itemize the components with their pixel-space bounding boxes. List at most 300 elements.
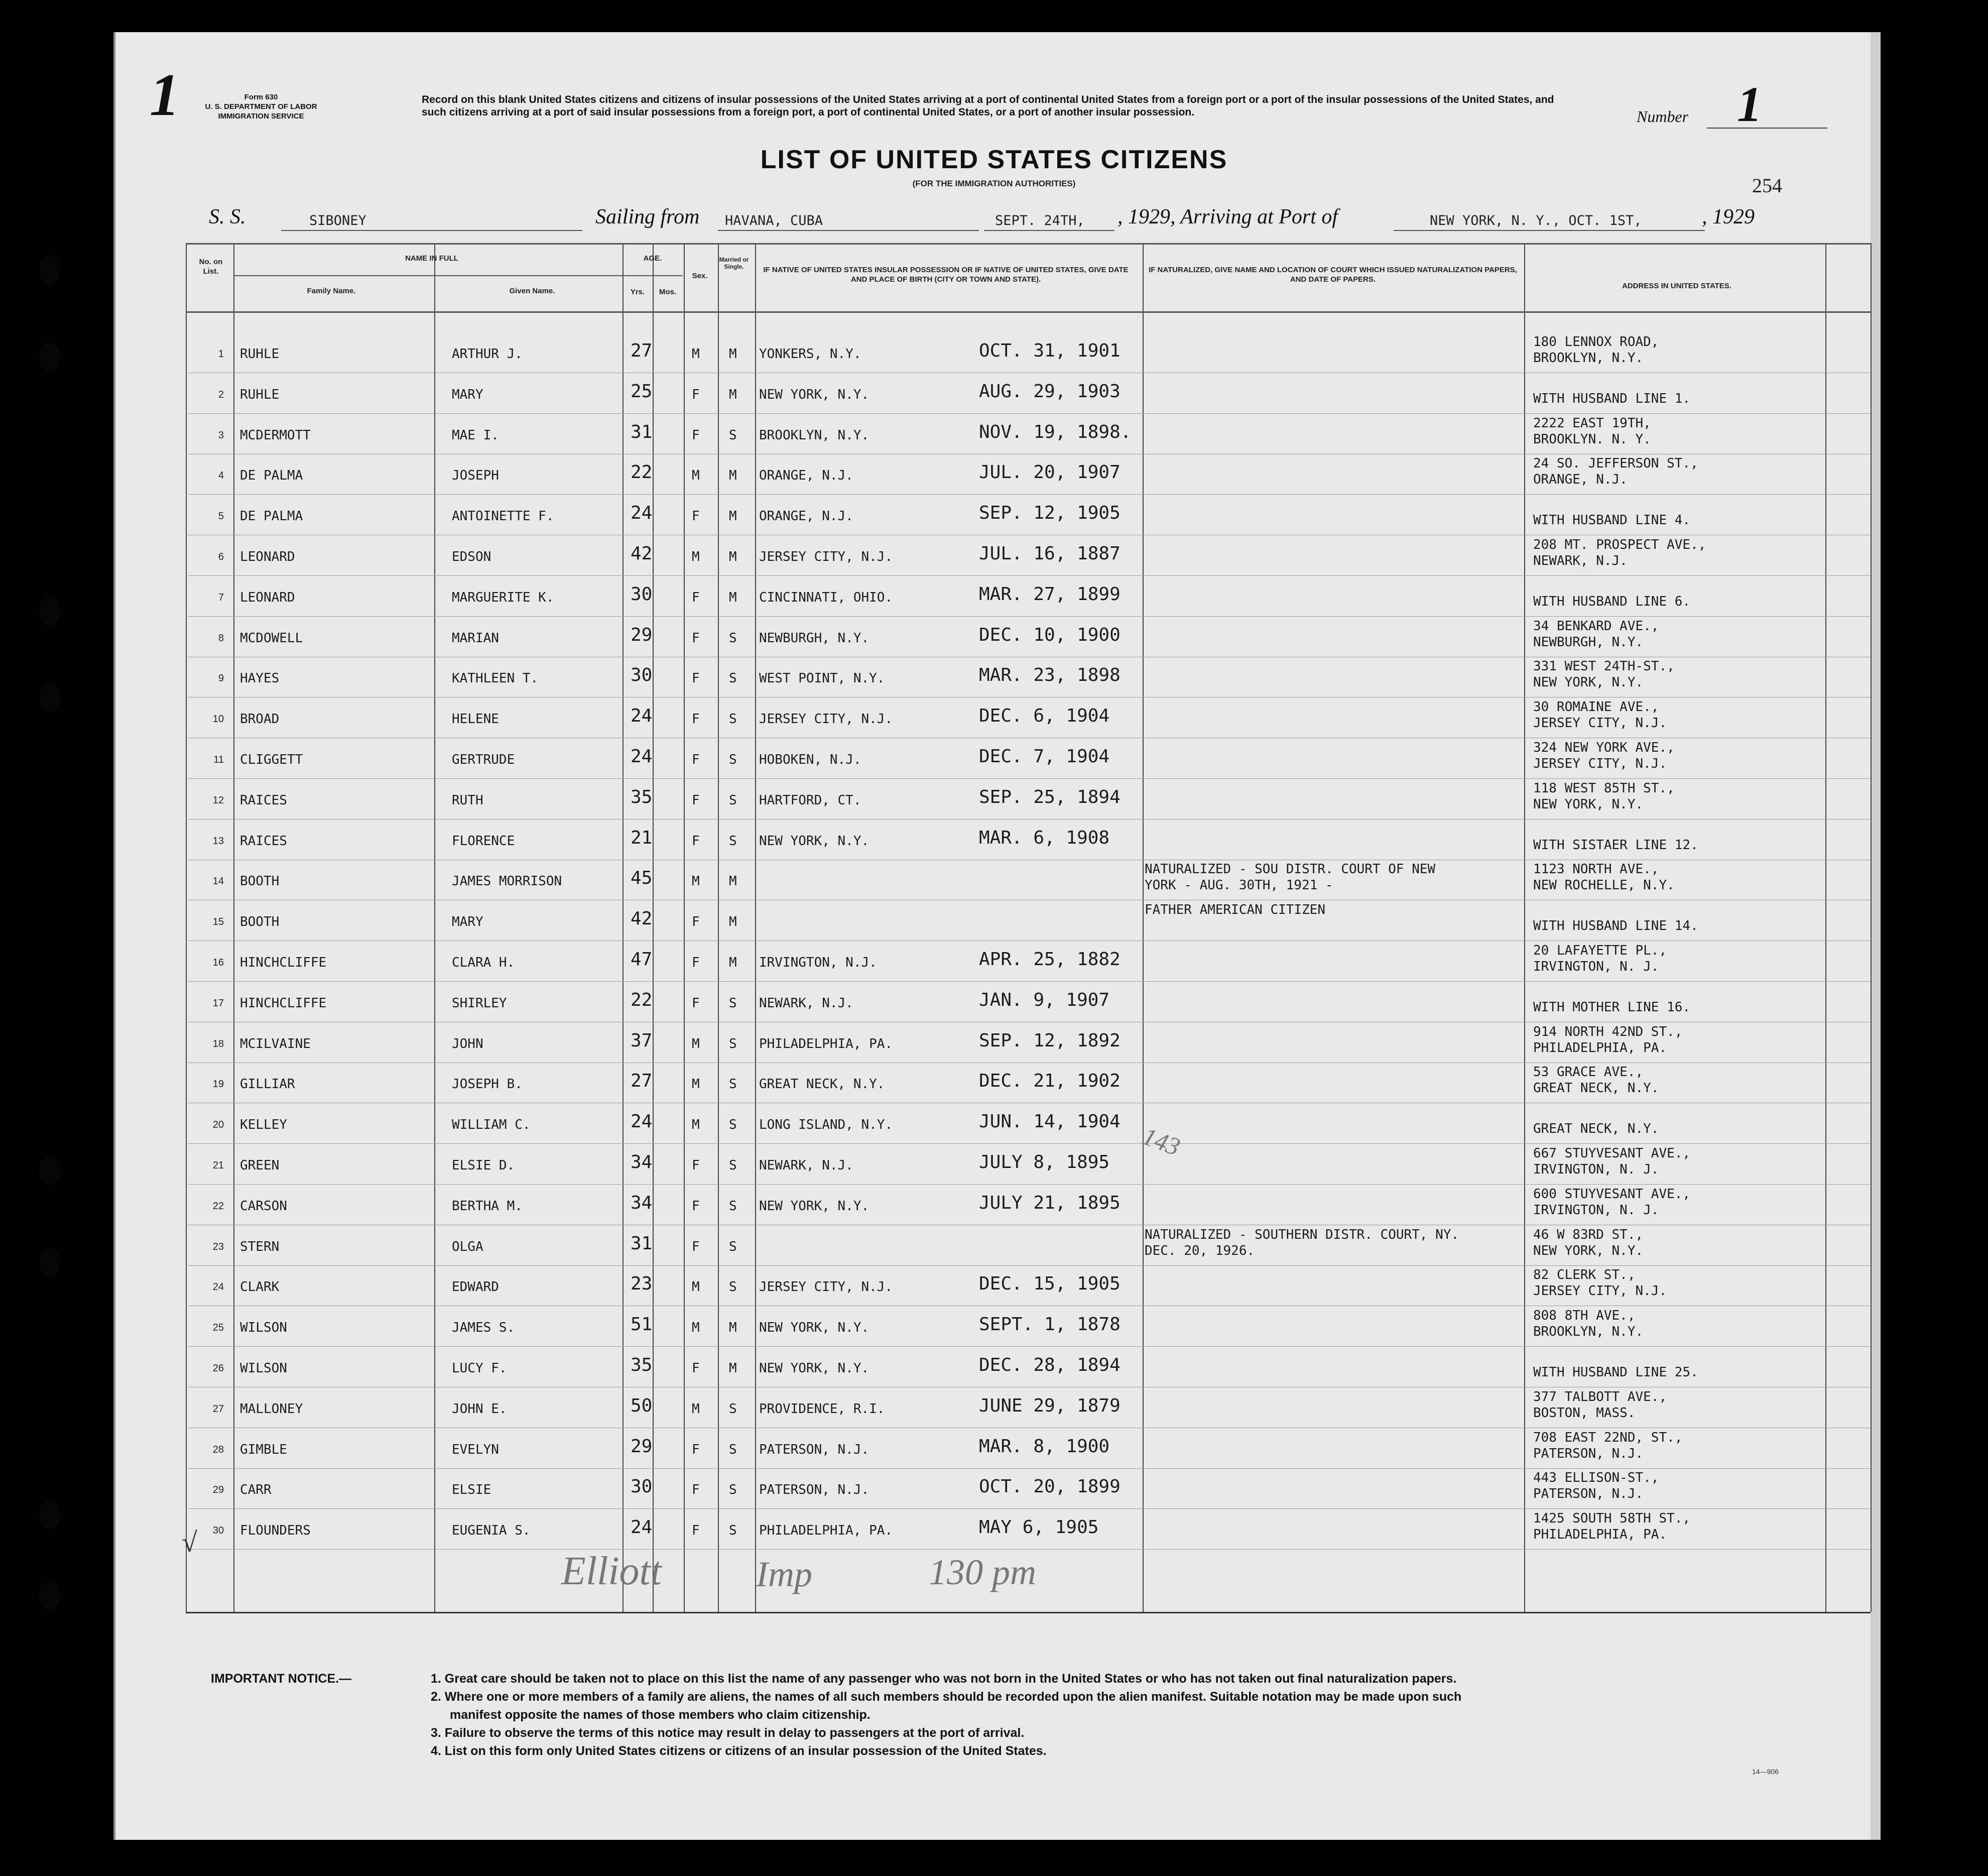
marital-status: S [729,1199,737,1214]
notice-item: 3. Failure to observe the terms of this notice may result in delay to passengers at the port of arrival. [431,1726,1025,1740]
col-header-age: AGE. [643,254,662,263]
family-name: BOOTH [240,914,280,929]
row-number: 5 [218,511,224,522]
address-line-1: 1123 NORTH AVE., [1533,862,1659,877]
given-name: JAMES S. [452,1320,515,1335]
given-name: JAMES MORRISON [452,874,562,889]
col-header-given: Given Name. [509,287,555,295]
marital-status: S [729,752,737,767]
address-line-1: 20 LAFAYETTE PL., [1533,943,1667,958]
age-years: 50 [631,1395,653,1416]
sex: F [692,509,700,524]
age-years: 31 [631,1233,653,1254]
column-rule [718,243,719,1612]
age-years: 35 [631,1355,653,1375]
sex: F [692,914,700,929]
marital-status: S [729,1482,737,1497]
given-name: JOHN E. [452,1401,507,1417]
age-years: 51 [631,1314,653,1335]
given-name: MAE I. [452,428,499,443]
column-rule [1524,243,1525,1612]
address-line-1: 34 BENKARD AVE., [1533,619,1659,634]
birth-date: DEC. 6, 1904 [979,706,1110,726]
column-rule [186,243,187,1612]
birth-date: DEC. 21, 1902 [979,1071,1121,1091]
row-rule [186,981,1871,982]
family-name: GIMBLE [240,1442,287,1457]
age-years: 42 [631,543,653,564]
row-number: 26 [212,1363,224,1374]
row-rule [186,1549,1871,1550]
address-line-1: 324 NEW YORK AVE., [1533,740,1675,755]
sex: F [692,996,700,1011]
col-header-address: ADDRESS IN UNITED STATES. [1622,282,1731,290]
row-rule [186,616,1871,617]
age-years: 24 [631,1111,653,1132]
address-line-2: PATERSON, N.J. [1533,1486,1644,1501]
birth-place: NEWARK, N.J. [759,1158,853,1173]
corner-mark: 1 [150,61,180,128]
row-rule [186,575,1871,576]
marital-status: S [729,1523,737,1538]
form-number: Form 630 [244,93,278,101]
address-line-1: 118 WEST 85TH ST., [1533,781,1675,796]
naturalization-line-2: DEC. 20, 1926. [1145,1243,1255,1258]
age-years: 34 [631,1193,653,1213]
column-rule [1825,243,1826,1612]
row-number: 28 [212,1444,224,1455]
row-number: 6 [218,551,224,562]
row-rule [186,1265,1871,1266]
marital-status: S [729,834,737,849]
year-prefix: , 192 [1117,205,1160,228]
address-line-2: BROOKLYN, N.Y. [1533,1324,1644,1339]
sex: F [692,1482,700,1497]
age-years: 30 [631,1476,653,1497]
birth-place: HARTFORD, CT. [759,793,861,808]
given-name: GERTRUDE [452,752,515,767]
row-rule [186,494,1871,495]
address-line-1: 1425 SOUTH 58TH ST., [1533,1511,1691,1526]
form-department: U. S. DEPARTMENT OF LABOR [205,102,317,111]
birth-place: YONKERS, N.Y. [759,346,861,362]
family-name: MALLONEY [240,1401,303,1417]
field-underline [984,230,1114,231]
birth-date: MAY 6, 1905 [979,1517,1099,1538]
sex: M [692,1279,700,1295]
address-line-2: WITH HUSBAND LINE 6. [1533,594,1691,609]
row-number: 20 [212,1119,224,1130]
birth-place: JERSEY CITY, N.J. [759,549,893,564]
birth-date: MAR. 8, 1900 [979,1436,1110,1457]
address-line-2: JERSEY CITY, N.J. [1533,756,1667,771]
arrival-year [1702,205,1755,229]
birth-date: OCT. 31, 1901 [979,340,1121,361]
header-bottom-rule [186,311,1871,313]
inspection-time: 130 pm [929,1552,1036,1592]
birth-place: CINCINNATI, OHIO. [759,590,893,605]
given-name: HELENE [452,712,499,727]
marital-status: M [729,590,737,605]
age-years: 29 [631,625,653,645]
row-number: 16 [212,957,224,968]
address-line-2: IRVINGTON, N. J. [1533,1162,1659,1177]
row-number: 10 [212,714,224,725]
notice-item: 4. List on this form only United States citizens or citizens of an insular possession of the United States. [431,1744,1047,1758]
birth-date: JUL. 20, 1907 [979,462,1121,483]
birth-date: JULY 21, 1895 [979,1193,1121,1213]
age-years: 30 [631,584,653,605]
given-name: EVELYN [452,1442,499,1457]
age-years: 35 [631,787,653,807]
col-header-birth: IF NATIVE OF UNITED STATES INSULAR POSSESSION OR IF NATIVE OF UNITED STATES, GIVE DATE AND PLACE OF BIRTH (CITY OR TOWN AND STATE). [763,266,1129,284]
marital-status: S [729,671,737,686]
family-name: BROAD [240,712,280,727]
pencil-number: 143 [1139,1121,1184,1161]
sex: F [692,955,700,970]
family-name: MCDERMOTT [240,428,311,443]
family-name: WILSON [240,1320,287,1335]
punch-hole [39,342,60,372]
age-years: 37 [631,1030,653,1051]
col-header-name-in-full: NAME IN FULL [405,254,458,263]
address-line-1: 82 CLERK ST., [1533,1267,1636,1282]
address-line-2: NEW YORK, N.Y. [1533,1243,1644,1258]
row-number: 2 [218,389,224,400]
row-number: 11 [213,754,224,765]
marital-status: M [729,346,737,362]
given-name: ELSIE D. [452,1158,515,1173]
row-number: 24 [212,1281,224,1293]
marital-status: M [729,468,737,483]
marital-status: S [729,1036,737,1051]
family-name: CLARK [240,1279,280,1295]
sex: F [692,1239,700,1254]
form-identifier [151,92,371,121]
age-years: 27 [631,1071,653,1091]
birth-date: MAR. 27, 1899 [979,584,1121,605]
address-line-2: WITH MOTHER LINE 16. [1533,1000,1691,1015]
birth-date: JUNE 29, 1879 [979,1395,1121,1416]
birth-date: JULY 8, 1895 [979,1152,1110,1172]
col-header-no: No. on List. [199,258,223,276]
birth-place: PATERSON, N.J. [759,1482,869,1497]
given-name: ELSIE [452,1482,491,1497]
age-years: 22 [631,462,653,483]
page-subtitle: (FOR THE IMMIGRATION AUTHORITIES) [912,179,1076,188]
row-number: 23 [212,1241,224,1252]
family-name: HINCHCLIFFE [240,996,327,1011]
marital-status: M [729,955,737,970]
marital-status: S [729,631,737,646]
punch-hole [39,597,60,626]
row-number: 7 [218,592,224,603]
sex: F [692,1523,700,1538]
page-edge [1871,32,1881,1840]
age-years: 27 [631,340,653,361]
row-number: 14 [212,876,224,887]
page-stamp: 254 [1752,174,1782,197]
arriving-label: , Arriving at Port of [1170,205,1338,228]
punch-hole [39,1247,60,1276]
age-years: 22 [631,990,653,1010]
address-line-2: GREAT NECK, N.Y. [1533,1081,1659,1096]
family-name: DE PALMA [240,509,303,524]
sailing-label: Sailing from [595,205,700,228]
column-rule [233,243,234,1612]
address-line-1: 600 STUYVESANT AVE., [1533,1187,1691,1202]
departure-port: HAVANA, CUBA [725,213,823,228]
year-prefix: , 192 [1702,205,1744,228]
given-name: RUTH [452,793,483,808]
notice-item: 2. Where one or more members of a family are aliens, the names of all such members should be recorded upon the alien manifest. Suitable notation may be made upon such [431,1690,1462,1704]
column-rule [755,243,756,1612]
given-name: MARIAN [452,631,499,646]
birth-date: SEP. 12, 1905 [979,503,1121,523]
given-name: JOSEPH [452,468,499,483]
birth-place: ORANGE, N.J. [759,468,853,483]
birth-date: JUL. 16, 1887 [979,543,1121,564]
column-rule [684,243,685,1612]
marital-status: S [729,428,737,443]
age-years: 25 [631,381,653,402]
row-number: 15 [212,916,224,927]
sex: F [692,671,700,686]
row-number: 1 [218,348,224,360]
naturalization-line-2: YORK - AUG. 30TH, 1921 - [1145,878,1333,893]
header-top-rule [186,243,1871,245]
sex: M [692,1036,700,1051]
row-rule [186,1508,1871,1509]
sex: F [692,1158,700,1173]
address-line-1: 708 EAST 22ND, ST., [1533,1430,1683,1445]
address-line-2: WITH SISTAER LINE 12. [1533,838,1698,853]
column-rule [434,243,435,1612]
notice-item: 1. Great care should be taken not to place on this list the name of any passenger who was not born in the United States or who has not taken out final naturalization papers. [431,1672,1457,1686]
row-number: 25 [212,1322,224,1333]
age-years: 23 [631,1273,653,1294]
marital-status: M [729,387,737,402]
address-line-1: 46 W 83RD ST., [1533,1227,1644,1242]
age-years: 24 [631,1517,653,1538]
sex: F [692,428,700,443]
punch-hole [39,683,60,712]
family-name: STERN [240,1239,280,1254]
birth-date: SEPT. 1, 1878 [979,1314,1121,1335]
inspector-signature: Elliott [561,1549,662,1593]
birth-date: MAR. 6, 1908 [979,828,1110,848]
address-line-1: 808 8TH AVE., [1533,1308,1636,1323]
row-number: 21 [212,1160,224,1171]
family-name: GREEN [240,1158,280,1173]
marital-status: S [729,1401,737,1417]
address-line-1: 667 STUYVESANT AVE., [1533,1146,1691,1161]
address-line-1: 53 GRACE AVE., [1533,1065,1644,1080]
address-line-2: WITH HUSBAND LINE 14. [1533,918,1698,933]
departure-year [1117,205,1338,229]
birth-date: NOV. 19, 1898. [979,422,1132,442]
address-line-1: 914 NORTH 42ND ST., [1533,1024,1683,1039]
birth-date: OCT. 20, 1899 [979,1476,1121,1497]
birth-place: NEWARK, N.J. [759,996,853,1011]
address-line-2: NEW YORK, N.Y. [1533,675,1644,690]
age-years: 34 [631,1152,653,1172]
marital-status: M [729,1361,737,1376]
birth-date: DEC. 28, 1894 [979,1355,1121,1375]
departure-date: SEPT. 24TH, [995,213,1085,228]
given-name: CLARA H. [452,955,515,970]
address-line-2: PATERSON, N.J. [1533,1446,1644,1461]
row-rule [186,1468,1871,1469]
given-name: ANTOINETTE F. [452,509,554,524]
family-name: KELLEY [240,1117,287,1132]
birth-place: PHILADELPHIA, PA. [759,1523,893,1538]
birth-place: HOBOKEN, N.J. [759,752,861,767]
row-number: 4 [218,470,224,481]
age-years: 24 [631,503,653,523]
sex: M [692,1117,700,1132]
birth-place: NEW YORK, N.Y. [759,1361,869,1376]
birth-date: JUN. 14, 1904 [979,1111,1121,1132]
address-line-2: BROOKLYN, N.Y. [1533,350,1644,366]
sex: F [692,752,700,767]
notice-item: manifest opposite the names of those members who claim citizenship. [450,1708,871,1722]
marital-status: M [729,914,737,929]
address-line-1: 331 WEST 24TH-ST., [1533,659,1675,674]
margin-check-mark: √ [182,1527,197,1558]
marital-status: M [729,874,737,889]
birth-place: NEW YORK, N.Y. [759,1320,869,1335]
sex: M [692,346,700,362]
marital-status: S [729,1117,737,1132]
birth-place: ORANGE, N.J. [759,509,853,524]
address-line-1: 2222 EAST 19TH, [1533,416,1651,431]
birth-place: NEW YORK, N.Y. [759,1199,869,1214]
birth-place: NEW YORK, N.Y. [759,387,869,402]
sex: F [692,793,700,808]
given-name: LUCY F. [452,1361,507,1376]
family-name: MCILVAINE [240,1036,311,1051]
birth-date: SEP. 12, 1892 [979,1030,1121,1051]
marital-status: S [729,793,737,808]
row-number: 29 [212,1484,224,1495]
birth-place: LONG ISLAND, N.Y. [759,1117,893,1132]
birth-place: JERSEY CITY, N.J. [759,1279,893,1295]
marital-status: S [729,1239,737,1254]
birth-date: SEP. 25, 1894 [979,787,1121,807]
number-underline [1707,128,1827,129]
family-name: CLIGGETT [240,752,303,767]
given-name: EDSON [452,549,491,564]
address-line-2: WITH HUSBAND LINE 25. [1533,1365,1698,1380]
given-name: WILLIAM C. [452,1117,531,1132]
family-name: LEONARD [240,590,295,605]
marital-status: M [729,549,737,564]
marital-status: S [729,1442,737,1457]
address-line-2: PHILADELPHIA, PA. [1533,1527,1667,1542]
row-number: 27 [212,1403,224,1415]
birth-place: JERSEY CITY, N.J. [759,712,893,727]
punch-hole [39,255,60,284]
row-number: 13 [212,836,224,847]
given-name: MARY [452,914,483,929]
age-years: 42 [631,908,653,929]
address-line-2: NEWBURGH, N.Y. [1533,635,1644,650]
naturalization-line-1: NATURALIZED - SOUTHERN DISTR. COURT, NY. [1145,1227,1459,1242]
sex: M [692,1401,700,1417]
marital-status: S [729,712,737,727]
inspector-initials: Imp [756,1554,812,1594]
punch-hole [39,1500,60,1530]
sex: F [692,1199,700,1214]
age-years: 24 [631,706,653,726]
given-name: KATHLEEN T. [452,671,539,686]
row-number: 17 [212,998,224,1009]
birth-date: MAR. 23, 1898 [979,665,1121,685]
address-line-1: 377 TALBOTT AVE., [1533,1389,1667,1404]
form-service: IMMIGRATION SERVICE [218,112,304,121]
address-line-1: 443 ELLISON-ST., [1533,1470,1659,1485]
row-rule [186,778,1871,779]
given-name: MARY [452,387,483,402]
table-bottom-rule [186,1612,1871,1613]
given-name: FLORENCE [452,834,515,849]
col-header-mos: Mos. [659,288,677,296]
notice-items [431,1670,1856,1760]
birth-date: AUG. 29, 1903 [979,381,1121,402]
address-line-2: BROOKLYN. N. Y. [1533,432,1651,447]
given-name: JOHN [452,1036,483,1051]
address-line-2: WITH HUSBAND LINE 1. [1533,391,1691,406]
ship-name: SIBONEY [309,213,366,228]
given-name: EDWARD [452,1279,499,1295]
given-name: BERTHA M. [452,1199,523,1214]
sex: F [692,834,700,849]
address-line-1: 180 LENNOX ROAD, [1533,334,1659,349]
punch-hole [39,1156,60,1186]
row-number: 22 [212,1201,224,1212]
column-rule [653,243,654,1612]
col-header-sex: Sex. [692,272,708,280]
marital-status: M [729,1320,737,1335]
given-name: SHIRLEY [452,996,507,1011]
marital-status: S [729,1279,737,1295]
col-header-naturalized: IF NATURALIZED, GIVE NAME AND LOCATION OF COURT WHICH ISSUED NATURALIZATION PAPERS, AND DATE OF PAPERS. [1149,266,1517,284]
given-name: ARTHUR J. [452,346,523,362]
given-name: EUGENIA S. [452,1523,531,1538]
family-name: FLOUNDERS [240,1523,311,1538]
punch-hole [39,1581,60,1610]
address-line-2: JERSEY CITY, N.J. [1533,1283,1667,1299]
age-years: 45 [631,868,653,888]
age-years: 31 [631,422,653,442]
birth-place: NEWBURGH, N.Y. [759,631,869,646]
address-line-2: NEWARK, N.J. [1533,553,1628,568]
sex: F [692,712,700,727]
row-rule [186,1184,1871,1185]
row-number: 12 [212,795,224,806]
birth-date: APR. 25, 1882 [979,949,1121,970]
address-line-2: GREAT NECK, N.Y. [1533,1121,1659,1136]
birth-place: WEST POINT, N.Y. [759,671,885,686]
family-name: MCDOWELL [240,631,303,646]
row-number: 9 [218,673,224,684]
field-underline [718,230,979,231]
sex: F [692,1361,700,1376]
row-number: 30 [212,1525,224,1536]
address-line-1: 24 SO. JEFFERSON ST., [1533,456,1698,471]
age-years: 24 [631,746,653,767]
